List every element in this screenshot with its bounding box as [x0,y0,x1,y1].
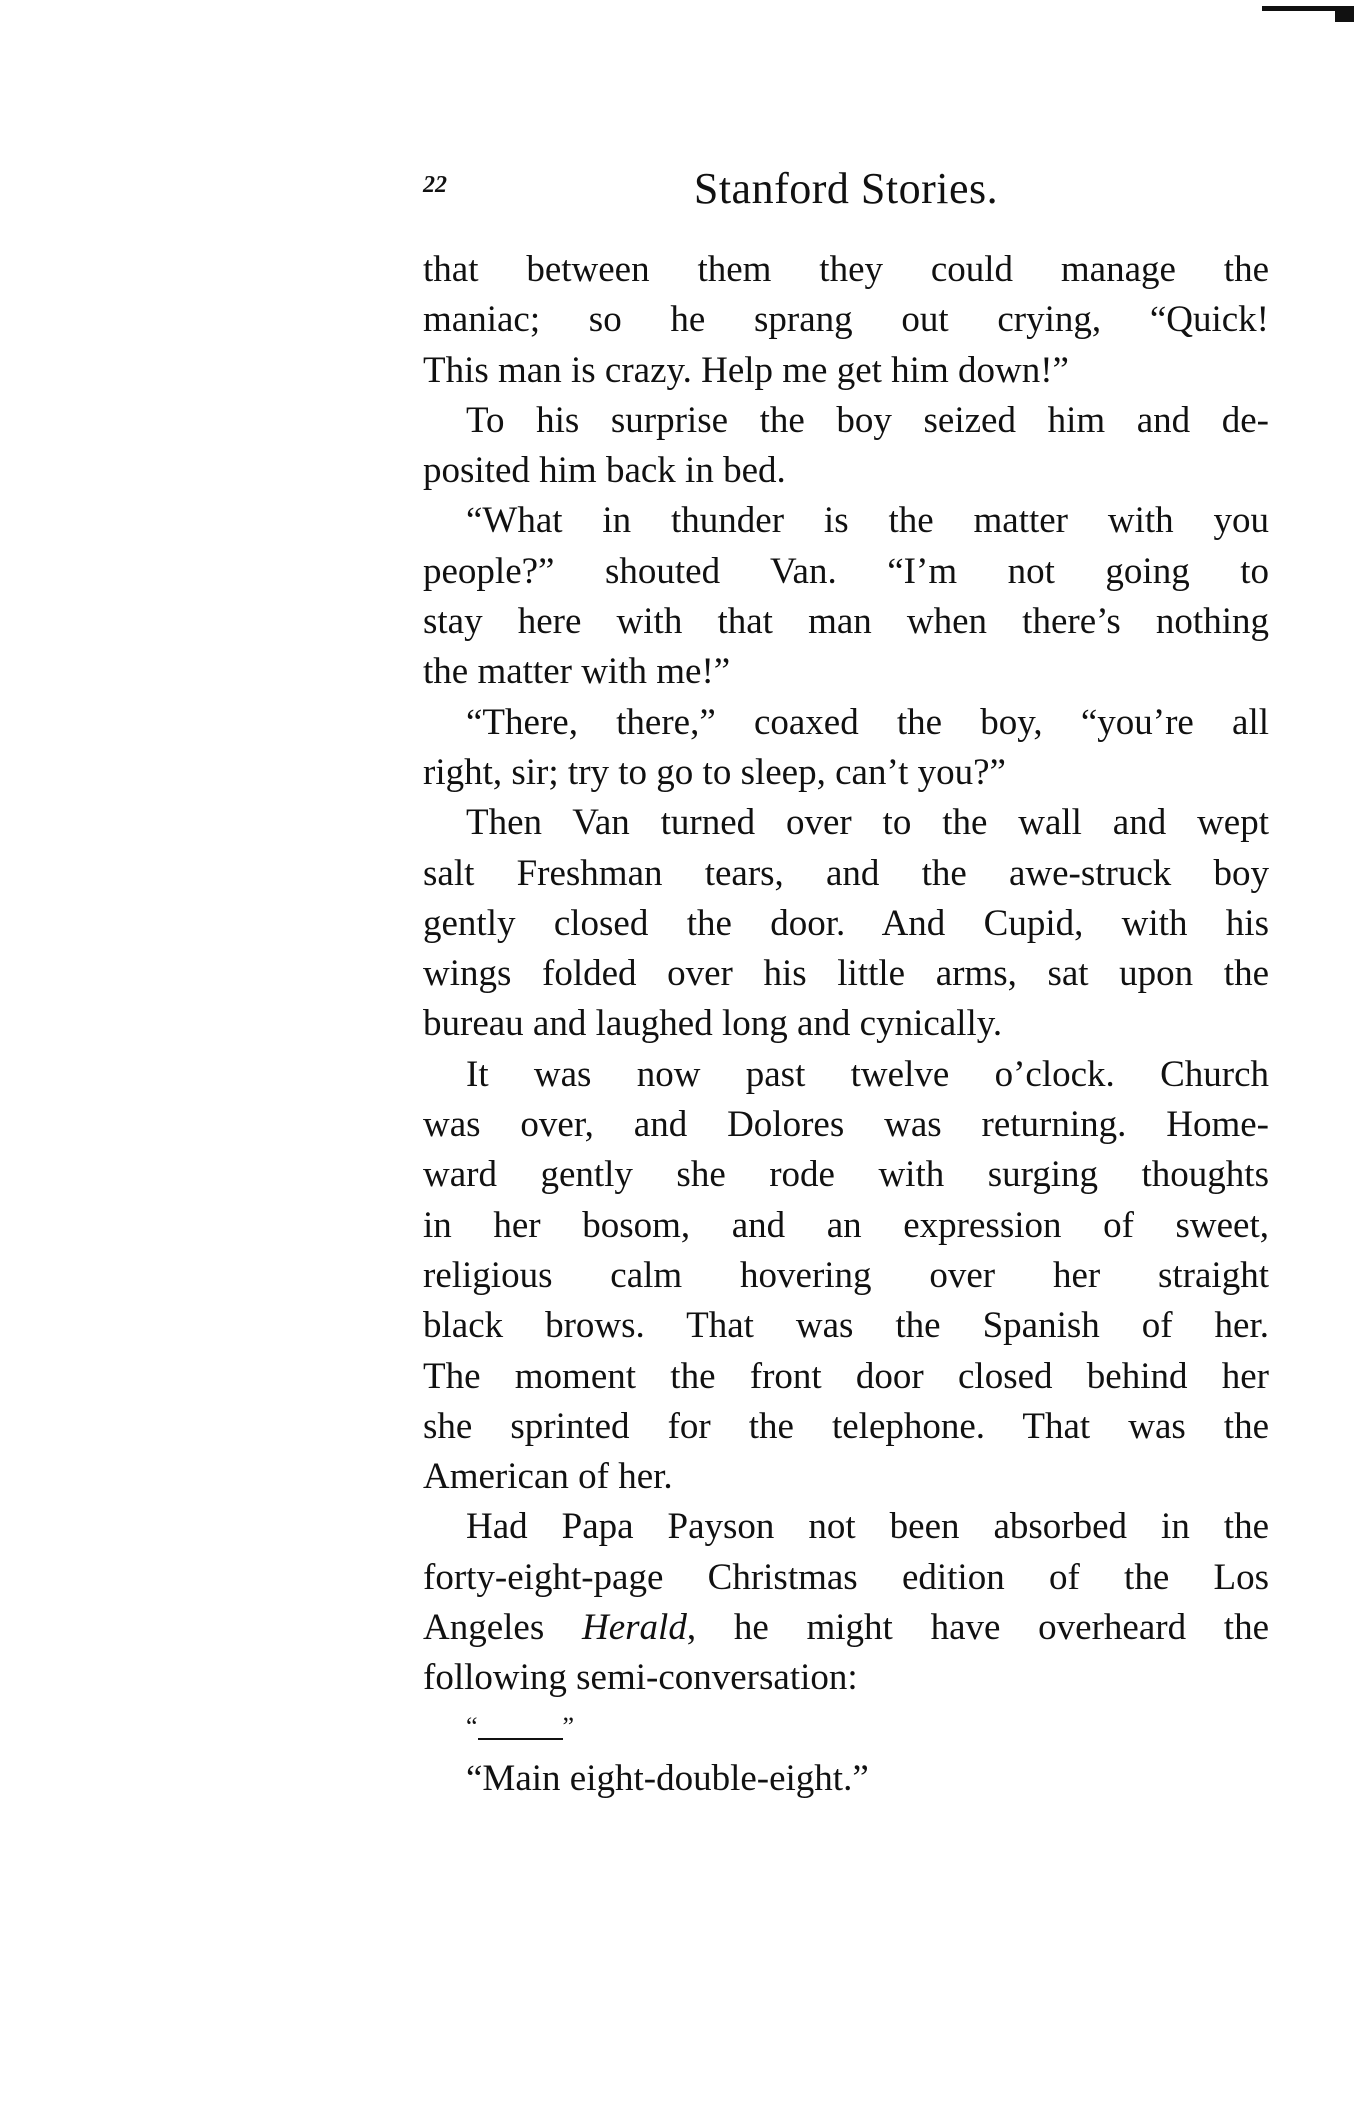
page-number: 22 [423,172,447,198]
text-line: Had Papa Payson not been absorbed in the [466,1506,1269,1548]
text-line: that between them they could manage the [423,249,1269,290]
text-line: “What in thunder is the matter with you [466,500,1269,542]
page-corner-mark-tab [1335,6,1354,22]
text-line: she sprinted for the telephone. That was the [423,1405,1269,1447]
text-line: in her bosom, and an expression of sweet, [423,1204,1269,1246]
text-line: following semi-conversation: [423,1657,858,1699]
paragraph [423,496,1269,697]
text-line: It was now past twelve o’clock. Church [466,1053,1269,1095]
paragraph [423,798,1269,1049]
text-line: Then Van turned over to the wall and wept [466,802,1269,844]
text-line: American of her. [423,1456,673,1498]
text-line-herald [423,1603,1269,1653]
paragraph [423,1050,1269,1503]
close-quote: ” [562,1711,575,1741]
text-line: religious calm hovering over her straight [423,1254,1269,1296]
paragraphs [423,245,1269,1603]
text-line: bureau and laughed long and cynically. [423,1003,1003,1045]
paragraph [423,245,1269,396]
final-line: “Main eight-double-eight.” [466,1757,869,1799]
text-line: gently closed the door. And Cupid, with his [423,902,1269,944]
paragraph [423,1502,1269,1603]
text-line: posited him back in bed. [423,450,786,492]
text-line: the matter with me!” [423,651,731,693]
text-line: The moment the front door closed behind her [423,1355,1269,1397]
text-line: ward gently she rode with surging thoughts [423,1154,1269,1196]
open-quote: “ [466,1711,478,1741]
newspaper-title: Herald [582,1607,687,1649]
text-line: stay here with that man when there’s nothing [423,601,1269,643]
text-fragment: Angeles [423,1607,582,1649]
text-line: right, sir; try to go to sleep, can’t you?” [423,751,1006,793]
paragraph [423,698,1269,799]
text-fragment: , he might have overheard the [686,1607,1270,1649]
page-body [423,245,1269,1804]
text-line: “There, there,” coaxed the boy, “you’re all [466,701,1269,743]
text-line: black brows. That was the Spanish of her. [423,1305,1269,1347]
text-line: To his surprise the boy seized him and de- [466,399,1269,441]
text-line: wings folded over his little arms, sat upon the [423,953,1269,995]
blank-quote [423,1704,1269,1750]
text-line: maniac; so he sprang out crying, “Quick! [423,299,1269,341]
text-line: salt Freshman tears, and the awe-struck boy [423,852,1269,894]
blank-dash [478,1718,563,1740]
text-line: people?” shouted Van. “I’m not going to [423,550,1269,592]
text-line: This man is crazy. Help me get him down!” [423,349,1069,391]
text-line: was over, and Dolores was returning. Home- [423,1104,1269,1146]
text-line: forty-eight-page Christmas edition of the Los [423,1556,1269,1598]
paragraph [423,396,1269,497]
running-title: Stanford Stories. [693,164,999,213]
